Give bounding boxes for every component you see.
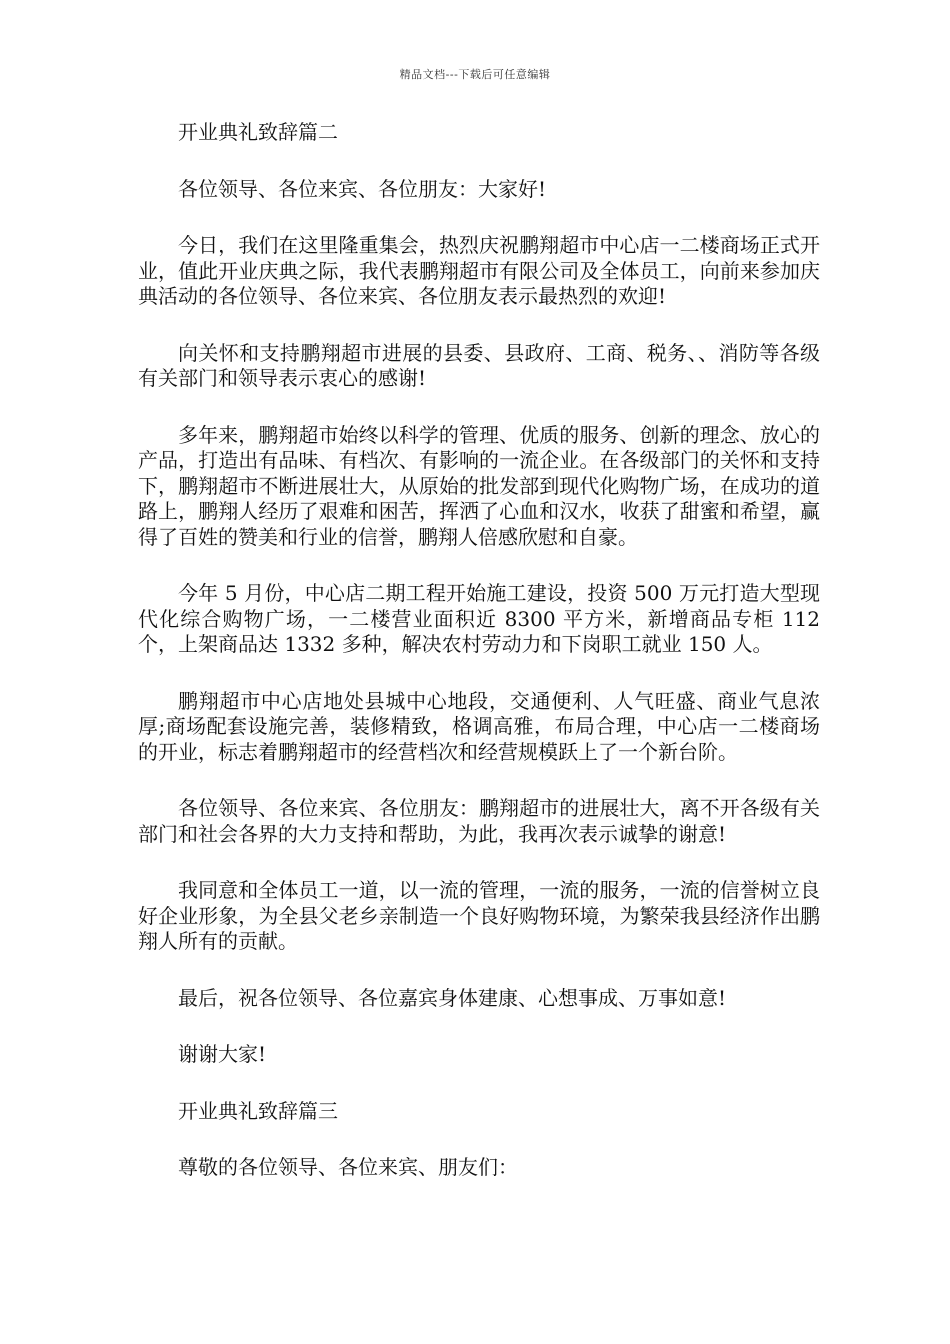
body-paragraph: 今日，我们在这里隆重集会，热烈庆祝鹏翔超市中心店一二楼商场正式开业，值此开业庆典之际，我代表鹏翔超市有限公司及全体员工，向前来参加庆典活动的各位领导、各位来宾、各位朋友表示最热烈的欢迎!: [138, 233, 820, 308]
body-paragraph: 今年 5 月份，中心店二期工程开始施工建设，投资 500 万元打造大型现代化综合购物广场，一二楼营业面积近 8300 平方米，新增商品专柜 112 个，上架商品达 1332 多种，解决农村劳动力和下岗职工就业 150 人。: [138, 581, 820, 656]
document-body: [138, 120, 820, 1212]
body-paragraph: 我同意和全体员工一道，以一流的管理，一流的服务，一流的信誉树立良好企业形象，为全县父老乡亲制造一个良好购物环境，为繁荣我县经济作出鹏翔人所有的贡献。: [138, 878, 820, 953]
body-paragraph: 向关怀和支持鹏翔超市进展的县委、县政府、工商、税务、、消防等各级有关部门和领导表示衷心的感谢!: [138, 340, 820, 390]
section-title: 开业典礼致辞篇二: [178, 120, 338, 144]
greeting-paragraph: 各位领导、各位来宾、各位朋友：大家好!: [178, 176, 547, 201]
page-header: 精品文档---下载后可任意编辑: [399, 68, 551, 81]
body-paragraph: 多年来，鹏翔超市始终以科学的管理、优质的服务、创新的理念、放心的产品，打造出有品味、有档次、有影响的一流企业。在各级部门的关怀和支持下，鹏翔超市不断进展壮大，从原始的批发部到现代化购物广场，在成功的道路上，鹏翔人经历了艰难和困苦，挥洒了心血和汉水，收获了甜蜜和希望，赢得了百姓的赞美和行业的信誉，鹏翔人倍感欣慰和自豪。: [138, 422, 820, 549]
closing-paragraph: 最后，祝各位领导、各位嘉宾身体建康、心想事成、万事如意!: [178, 985, 727, 1010]
body-paragraph: 鹏翔超市中心店地处县城中心地段，交通便利、人气旺盛、商业气息浓厚;商场配套设施完善，装修精致，格调高雅，布局合理，中心店一二楼商场的开业，标志着鹏翔超市的经营档次和经营规模跃上了一个新台阶。: [138, 688, 820, 764]
greeting-paragraph: 尊敬的各位领导、各位来宾、朋友们：: [178, 1155, 518, 1179]
thanks-paragraph: 谢谢大家!: [178, 1042, 267, 1066]
section-title: 开业典礼致辞篇三: [178, 1098, 338, 1123]
body-paragraph: 各位领导、各位来宾、各位朋友：鹏翔超市的进展壮大，离不开各级有关部门和社会各界的大力支持和帮助，为此，我再次表示诚挚的谢意!: [138, 796, 820, 846]
